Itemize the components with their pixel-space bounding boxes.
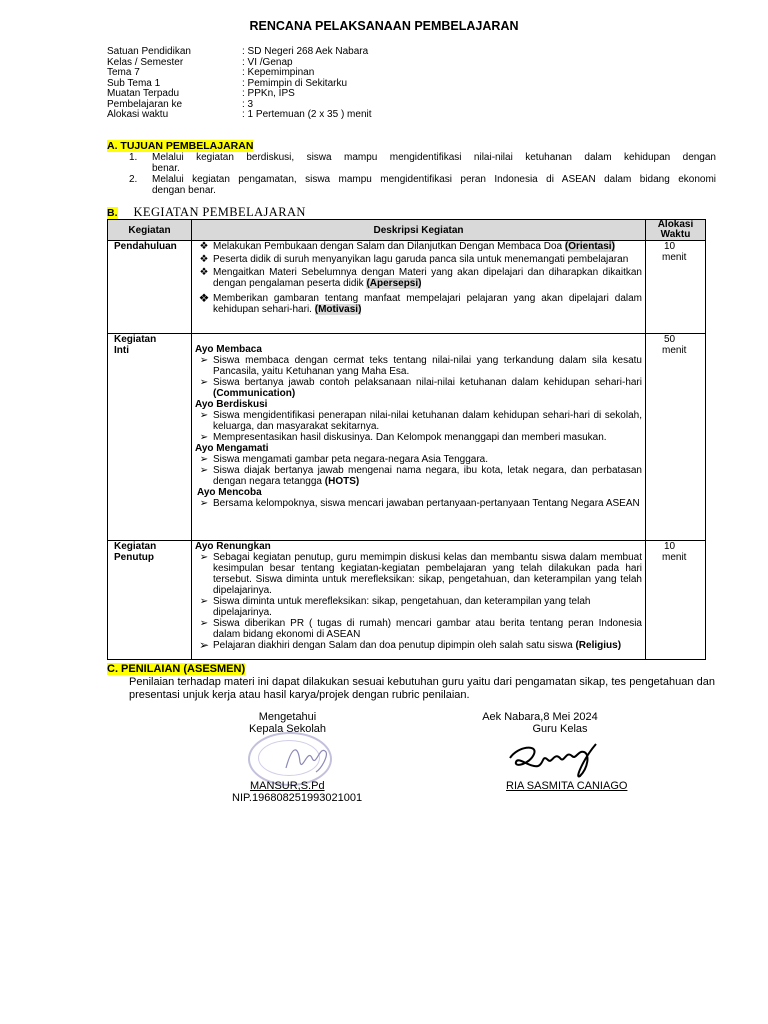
list-item <box>195 640 642 651</box>
row-waktu <box>646 334 706 541</box>
row-label-line: Kegiatan <box>114 334 157 345</box>
row-label <box>108 541 192 660</box>
row-waktu <box>646 241 706 334</box>
list-item <box>152 174 716 196</box>
item-text: Bersama kelompoknya, siswa mencari jawaban pertanyaan-pertanyaan Tentang Negara ASEAN <box>213 498 640 509</box>
info-value: : Kepemimpinan <box>242 67 315 78</box>
arrow-bullet-icon: ➢ <box>199 432 209 443</box>
waktu-unit: menit <box>662 345 687 356</box>
info-value: : 1 Pertemuan (2 x 35 ) menit <box>242 109 372 120</box>
kegiatan-heading-text: KEGIATAN PEMBELAJARAN <box>133 205 306 219</box>
list-item-line: benar. <box>152 163 180 174</box>
arrow-bullet-icon: ➢ <box>199 552 209 563</box>
left-signature-name: MANSUR,S.Pd <box>250 780 325 792</box>
penilaian-heading-text: C. PENILAIAN (ASESMEN) <box>107 663 246 675</box>
list-item <box>195 355 642 377</box>
arrow-bullet-icon: ➢ <box>199 618 209 629</box>
list-item <box>195 552 642 596</box>
item-text: Mempresentasikan hasil diskusinya. Dan Kelompok menanggapi dan memberi masukan. <box>213 432 607 443</box>
waktu-unit: menit <box>662 252 687 263</box>
item-text: Mengaitkan Materi Sebelumnya dengan Materi yang akan dipelajari dan diharapkan dikaitkan dengan pengalaman peserta didik <box>213 267 642 289</box>
list-item-line: dengan benar. <box>152 185 216 196</box>
item-text: Pelajaran diakhiri dengan Salam dan doa penutup dipimpin oleh salah satu siswa <box>213 640 576 651</box>
arrow-bullet-icon: ➢ <box>199 454 209 465</box>
info-label: Satuan Pendidikan <box>107 46 191 57</box>
info-label: Kelas / Semester <box>107 57 184 68</box>
penilaian-heading <box>107 664 245 675</box>
arrow-bullet-icon: ➢ <box>199 596 209 607</box>
list-item-line: Melalui kegiatan berdiskusi, siswa mampu mengidentifikasi nilai-nilai ketuhanan dalam kehidupan dengan <box>152 152 716 163</box>
info-value: : VI /Genap <box>242 57 293 68</box>
item-tag: (Apersepsi) <box>366 278 422 289</box>
waktu-unit: menit <box>662 552 687 563</box>
right-signature-line1: Aek Nabara,8 Mei 2024 <box>482 711 598 723</box>
waktu-value: 50 <box>664 334 676 345</box>
arrow-bullet-icon: ➢ <box>199 377 209 388</box>
kegiatan-letter: B. <box>107 207 118 219</box>
item-tag: (HOTS) <box>324 476 360 487</box>
list-item <box>195 254 642 265</box>
row-label-line: Inti <box>114 345 129 356</box>
item-tag: (Religius) <box>575 640 622 651</box>
info-label: Muatan Terpadu <box>107 88 180 99</box>
table-row <box>108 241 706 334</box>
list-item <box>195 498 642 509</box>
row-description <box>192 241 646 334</box>
info-value: : 3 <box>242 99 254 110</box>
row-description <box>192 541 646 660</box>
list-item <box>195 596 642 618</box>
list-number: 2. <box>129 174 138 185</box>
left-signature-nip: NIP.196808251993021001 <box>232 792 363 804</box>
info-value: : PPKn, IPS <box>242 88 295 99</box>
info-value: : SD Negeri 268 Aek Nabara <box>242 46 369 57</box>
tujuan-heading-text: A. TUJUAN PEMBELAJARAN <box>107 140 254 152</box>
row-label-line: Kegiatan <box>114 541 157 552</box>
item-tag: (Orientasi) <box>564 241 615 252</box>
group-title: Ayo Renungkan <box>195 541 271 552</box>
list-number: 1. <box>129 152 138 163</box>
document-title: RENCANA PELAKSANAAN PEMBELAJARAN <box>249 19 519 33</box>
info-label: Tema 7 <box>107 67 140 78</box>
item-text: Peserta didik di suruh menyanyikan lagu garuda panca sila untuk menemangati pembelajaran <box>213 254 629 265</box>
header-kegiatan: Kegiatan <box>108 220 192 241</box>
waktu-value: 10 <box>664 541 676 552</box>
group-title: Ayo Berdiskusi <box>195 399 268 410</box>
headmaster-signature-icon <box>282 738 332 778</box>
list-item <box>195 410 642 432</box>
kegiatan-table <box>107 219 706 660</box>
arrow-bullet-icon: ➢ <box>198 638 210 652</box>
arrow-bullet-icon: ➢ <box>199 498 209 509</box>
list-item <box>195 454 642 465</box>
left-signature-line1: Mengetahui <box>258 711 317 723</box>
info-label: Alokasi waktu <box>107 109 169 120</box>
tujuan-heading <box>107 141 253 152</box>
diamond-bullet-icon: ❖ <box>198 291 210 305</box>
item-tag: (Communication) <box>213 388 296 399</box>
group-title: Ayo Mencoba <box>197 487 262 498</box>
info-value: : Pemimpin di Sekitarku <box>242 78 348 89</box>
list-item <box>195 241 642 252</box>
item-text: Siswa bertanya jawab contoh pelaksanaan nilai-nilai ketuhanan dalam kehidupan sehari-hari <box>213 377 642 388</box>
list-item <box>195 293 642 315</box>
list-item <box>195 618 642 640</box>
teacher-signature-icon <box>504 738 604 780</box>
row-description <box>192 334 646 541</box>
table-row <box>108 541 706 660</box>
row-label-line: Penutup <box>114 552 154 563</box>
arrow-bullet-icon: ➢ <box>199 355 209 366</box>
info-label: Pembelajaran ke <box>107 99 183 110</box>
item-text: Melakukan Pembukaan dengan Salam dan Dilanjutkan Dengan Membaca Doa <box>213 241 565 252</box>
waktu-value: 10 <box>664 241 676 252</box>
list-item-line: Melalui kegiatan pengamatan, siswa mampu mengidentifikasi peran Indonesia di ASEAN dalam bidang ekonomi <box>152 174 716 185</box>
list-item <box>195 267 642 289</box>
header-alokasi: Alokasi Waktu <box>646 220 706 241</box>
item-tag: (Motivasi) <box>314 304 362 315</box>
item-text: Siswa diminta untuk merefleksikan: sikap, pengetahuan, dan keterampilan yang telah dipelajarinya. <box>213 596 591 618</box>
list-item <box>152 152 716 174</box>
list-item <box>195 377 642 399</box>
group-title: Ayo Membaca <box>195 344 262 355</box>
right-signature-line2: Guru Kelas <box>532 723 588 735</box>
list-item <box>195 432 642 443</box>
item-text: Siswa mengamati gambar peta negara-negara Asia Tenggara. <box>213 454 488 465</box>
info-label: Sub Tema 1 <box>107 78 161 89</box>
item-text: Siswa membaca dengan cermat teks tentang nilai-nilai yang terkandung dalam sila kesatu Pancasila, yaitu Ketuhanan yang Maha Esa. <box>213 355 642 377</box>
penilaian-text: Penilaian terhadap materi ini dapat dilakukan sesuai kebutuhan guru yaitu dari pengamatan sikap, tes pengetahuan dan presentasi unjuk kerja atau hasil karya/projek dengan rubric penilaian. <box>129 676 715 701</box>
row-waktu <box>646 541 706 660</box>
header-deskripsi: Deskripsi Kegiatan <box>192 220 646 241</box>
left-signature-line2: Kepala Sekolah <box>248 723 327 735</box>
item-text: Siswa mengidentifikasi penerapan nilai-nilai ketuhanan dalam kehidupan sehari-hari di sekolah, keluarga, dan masyarakat sekitarnya. <box>213 410 642 432</box>
arrow-bullet-icon: ➢ <box>199 410 209 421</box>
item-text: Siswa diberikan PR ( tugas di rumah) mencari gambar atau berita tentang peran Indonesia dalam bidang ekonomi di ASEAN <box>213 618 642 640</box>
diamond-bullet-icon: ❖ <box>199 254 209 265</box>
arrow-bullet-icon: ➢ <box>199 465 209 476</box>
table-header-row <box>108 220 706 241</box>
row-label <box>108 334 192 541</box>
item-text: Sebagai kegiatan penutup, guru memimpin diskusi kelas dan membantu siswa dalam membuat kesimpulan besar tentang kegiatan-kegiatan pembelajaran yang telah dilakukan pada hari tersebut. Siswa diminta untuk merefleksikan: sikap, pengetahuan, dan keterampilan yang telah dipelajarinya. <box>213 552 642 596</box>
item-text: Siswa diajak bertanya jawab mengenai nama negara, ibu kota, letak negara, dan perbatasan dengan negara tetangga <box>213 465 642 487</box>
group-title: Ayo Mengamati <box>195 443 269 454</box>
kegiatan-heading <box>107 205 306 220</box>
right-signature-name: RIA SASMITA CANIAGO <box>506 780 628 792</box>
row-label: Pendahuluan <box>108 241 192 334</box>
table-row <box>108 334 706 541</box>
item-text: Memberikan gambaran tentang manfaat mempelajari pelajaran yang akan dipelajari dalam kehidupan sehari-hari. <box>213 293 642 315</box>
diamond-bullet-icon: ❖ <box>199 241 209 252</box>
list-item <box>195 465 642 487</box>
diamond-bullet-icon: ❖ <box>199 267 209 278</box>
